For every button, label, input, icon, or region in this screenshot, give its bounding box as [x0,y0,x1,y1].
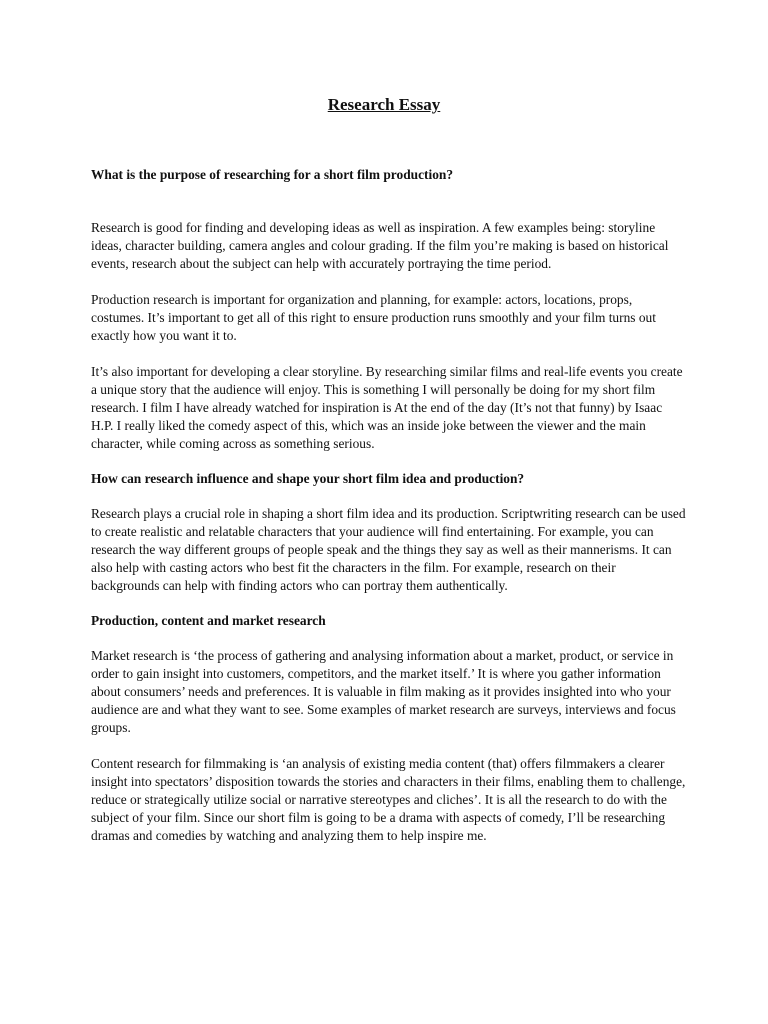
question-heading-purpose: What is the purpose of researching for a short film production? [91,167,454,182]
paragraph-storyline: It’s also important for developing a clear storyline. By researching similar films and real-life events you create a unique story that the audience will enjoy. This is something I will personally be doing for my short film research. I film I have already watched for inspiration is At the end of the day (It’s not that funny) by Isaac H.P. I really liked the comedy aspect of this, which was an inside joke between the viewer and the main character, while coming across as something serious. [91,364,683,451]
paragraph-shaping-idea: Research plays a crucial role in shaping a short film idea and its production. Scriptwriting research can be used to create realistic and relatable characters that your audience will find entertaining. For example, you can research the way different groups of people speak and the things they say as well as their mannerisms. It can also help with casting actors who best fit the characters in the film. For example, research on their backgrounds can help with finding actors who can portray them authentically. [91,506,686,593]
paragraph-research-ideas: Research is good for finding and developing ideas as well as inspiration. A few examples being: storyline ideas, character building, camera angles and colour grading. If the film you’re making is based on historical events, research about the subject can help with accurately portraying the time period. [91,220,669,271]
document-body [91,166,687,845]
paragraph-market-research: Market research is ‘the process of gathering and analysing information about a market, product, or service in order to gain insight into customers, competitors, and the market itself.’ It is where you gather information about consumers’ needs and preferences. It is valuable in film making as it provides insighted into who your audience are and what they want to see. Some examples of market research are surveys, interviews and focus groups. [91,648,676,735]
document-title: Research Essay [327,95,441,114]
paragraph-content-research: Content research for filmmaking is ‘an analysis of existing media content (that) offers filmmakers a clearer insight into spectators’ disposition towards the stories and characters in their films, enabling them to challenge, reduce or strategically utilize social or narrative stereotypes and cliches’. It is all the research to do with the subject of your film. Since our short film is going to be a drama with aspects of comedy, I’ll be researching dramas and comedies by watching and analyzing them to help inspire me. [91,756,686,843]
question-heading-influence: How can research influence and shape your short film idea and production? [91,471,525,486]
section-heading-research-types: Production, content and market research [91,613,326,628]
paragraph-production-research: Production research is important for organization and planning, for example: actors, locations, props, costumes. It’s important to get all of this right to ensure production runs smoothly and your film turns out exactly how you want it to. [91,292,656,343]
